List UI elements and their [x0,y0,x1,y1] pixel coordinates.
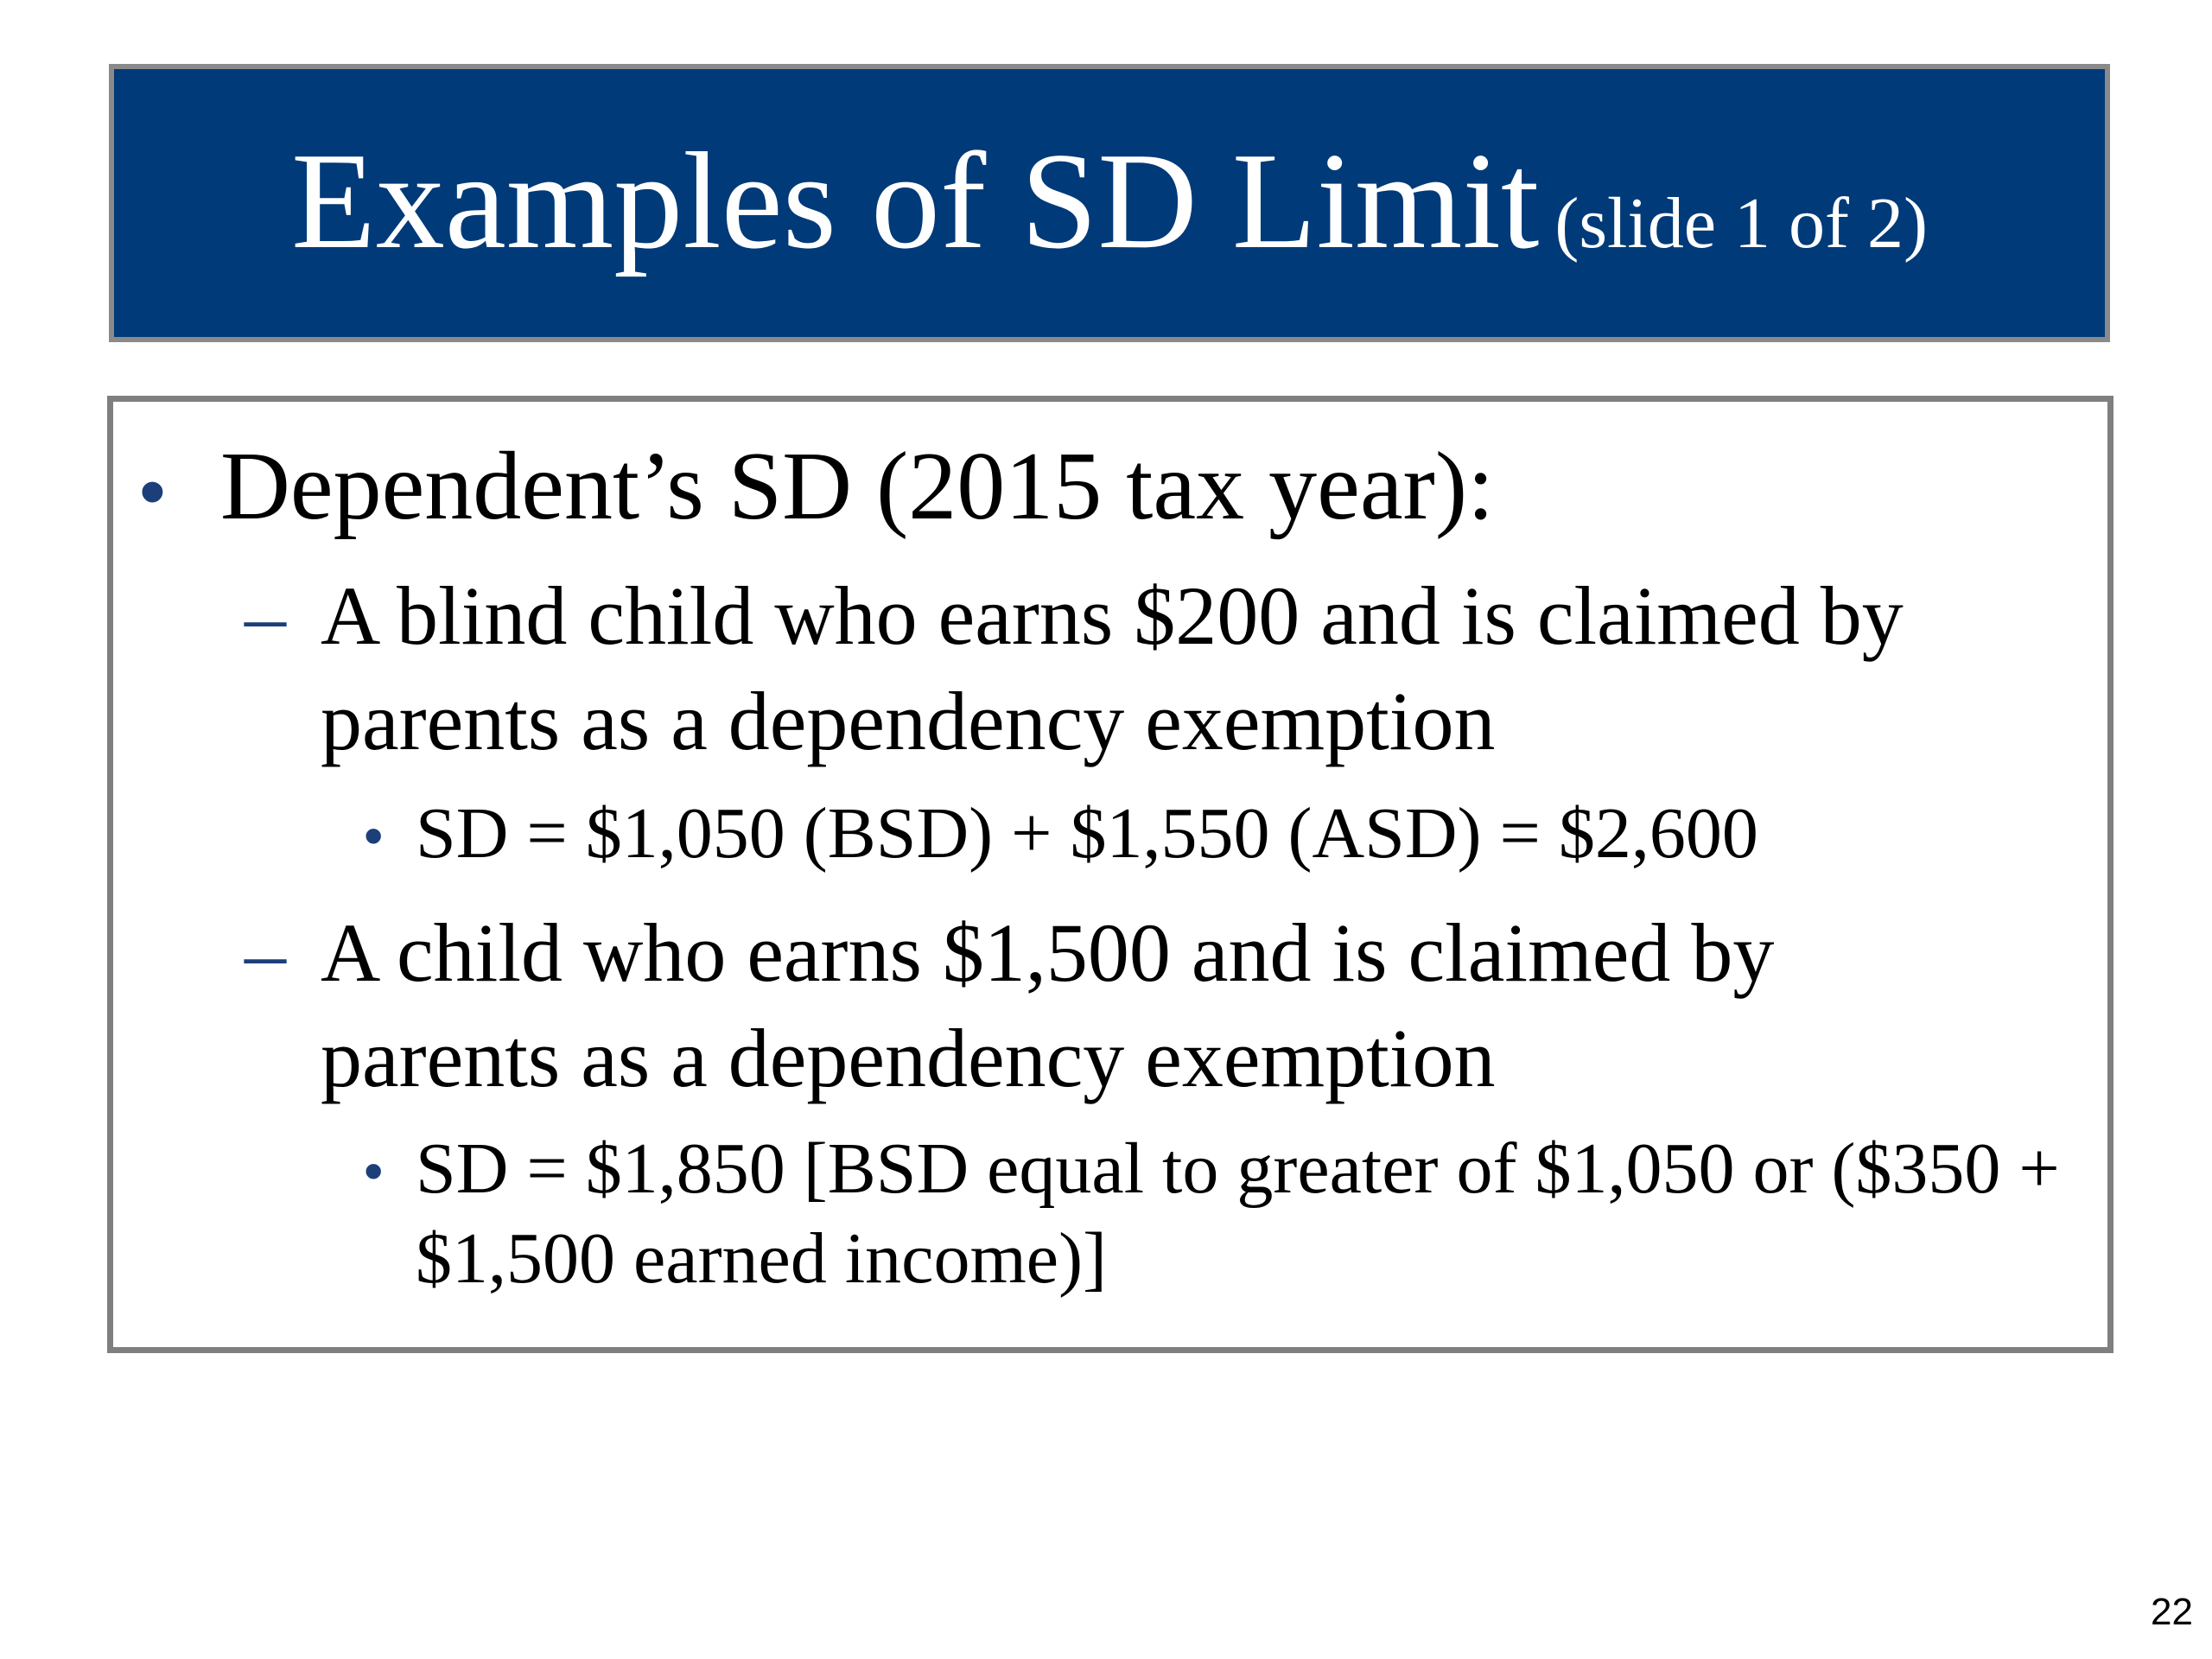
bullet-icon: • [139,448,166,534]
item-2-line-1: A child who earns $1,500 and is claimed by [321,906,1775,999]
item-1-line-1: A blind child who earns $200 and is claimed by [321,569,1904,662]
bullet-icon: • [364,804,384,867]
title-slide-counter: (slide 1 of 2) [1554,183,1928,264]
item-1-line-2: parents as a dependency exemption [321,675,1496,767]
heading-bullet-text: Dependent’s SD (2015 tax year): [220,433,1495,540]
dash-icon: – [245,906,286,999]
item-1-sub-line-1: SD = $1,050 (BSD) + $1,550 (ASD) = $2,600 [416,793,1758,874]
slide-title [291,124,1928,277]
item-2-line-2: parents as a dependency exemption [321,1012,1496,1104]
item-2-sub-line-1: SD = $1,850 [BSD equal to greater of $1,050 or ($350 + [416,1128,2060,1209]
bullet-icon: • [364,1140,384,1202]
title-bar [109,64,2110,342]
content-box [107,396,2113,1353]
item-2-sub-line-2: $1,500 earned income)] [416,1218,1108,1299]
dash-icon: – [245,569,286,662]
title-main-text: Examples of SD Limit [291,124,1540,277]
page-number: 22 [2151,1591,2193,1633]
